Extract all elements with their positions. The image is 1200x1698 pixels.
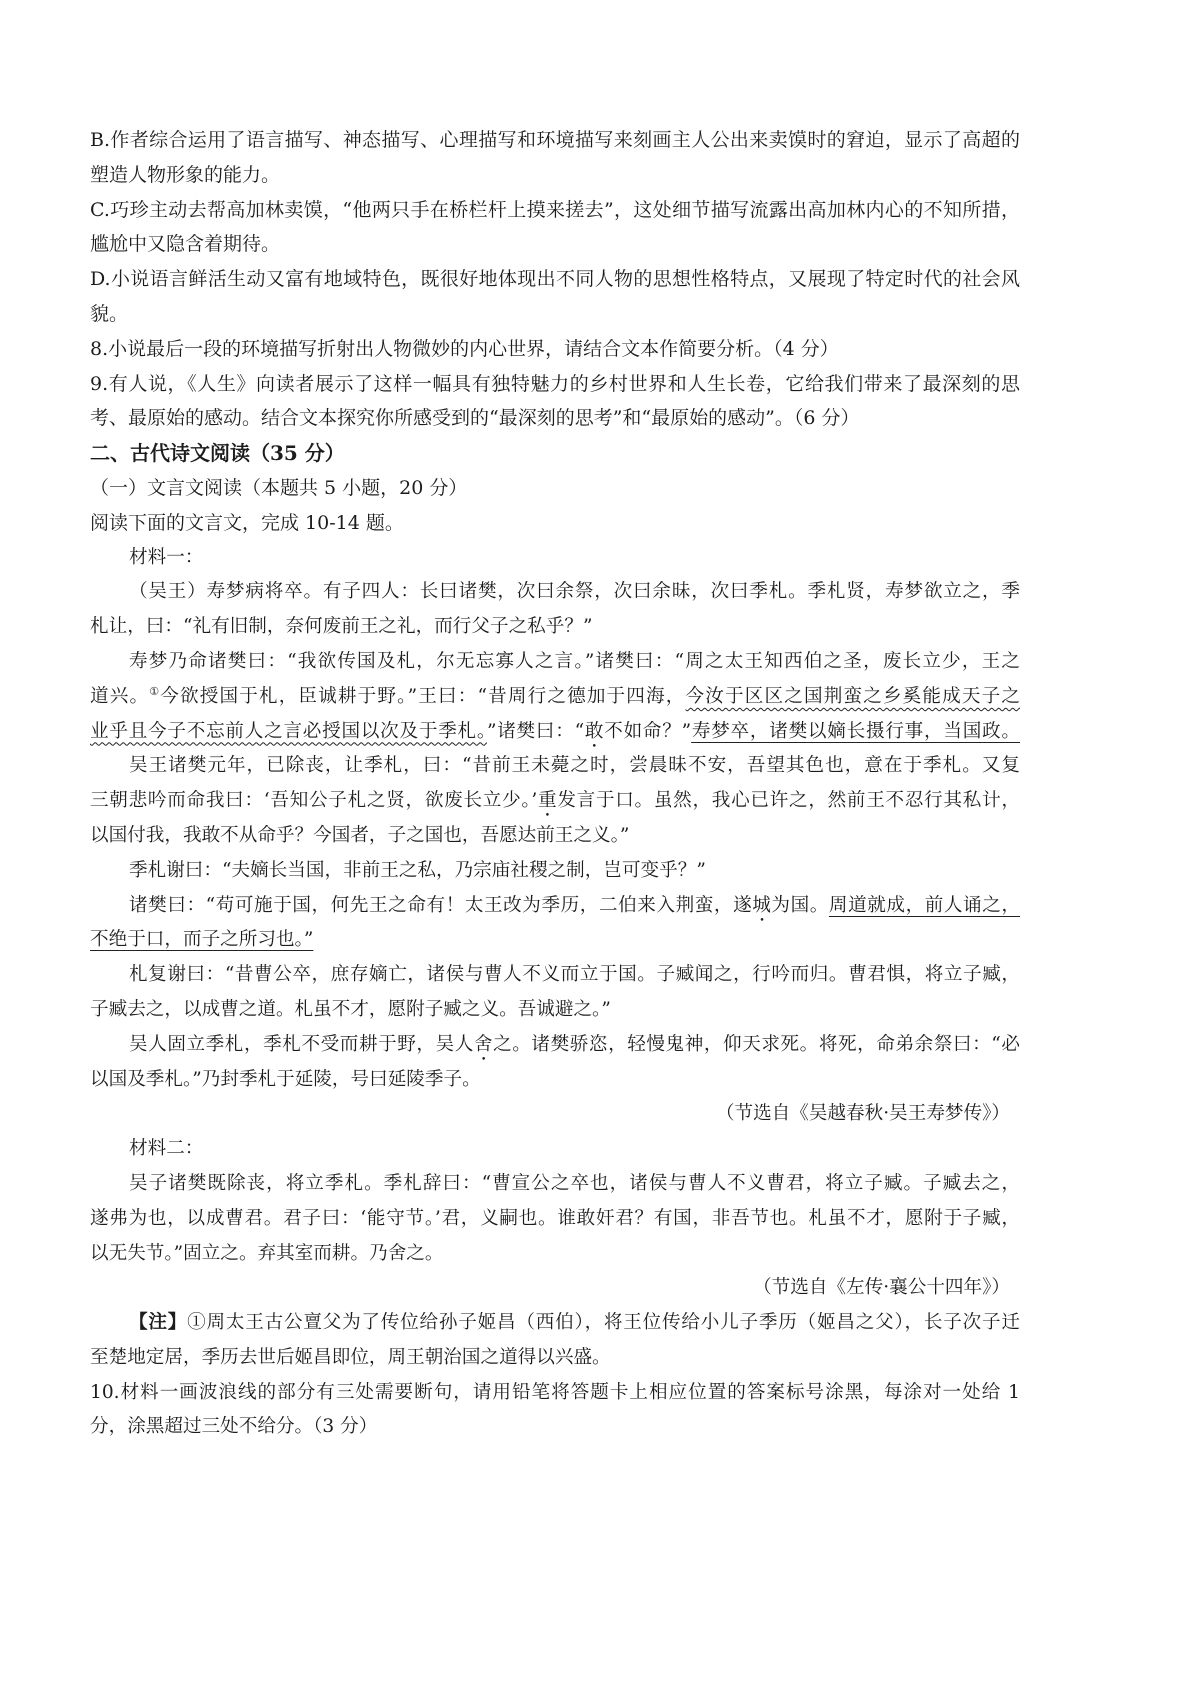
source-citation: （节选自《吴越春秋·吴王寿梦传》） [715, 1103, 1010, 1125]
passage-line [90, 923, 1020, 958]
passage-text: 道兴。 [90, 685, 150, 707]
option-line: 尴尬中又隐含着期待。 [90, 233, 281, 256]
option-line: 塑造人物形象的能力。 [90, 163, 281, 186]
section-instruction: 阅读下面的文言文，完成 10-14 题。 [90, 511, 404, 534]
source-citation: （节选自《左传·襄公十四年》） [753, 1277, 1010, 1299]
material-2-label: 材料二： [129, 1138, 204, 1160]
passage-text: 子臧去之，以成曹之道。札虽不才，愿附子臧之义。吾诚避之。” [90, 998, 611, 1020]
note-text: ①周太王古公亶父为了传位给孙子姬昌（西伯），将王位传给小儿子季历（姬昌之父），长子次子迁 [187, 1312, 1020, 1334]
passage-text: 之。诸樊骄恣，轻慢鬼神，仰天求死。将死，命弟余祭曰：“必 [493, 1033, 1020, 1055]
note-label: 【注】 [129, 1312, 188, 1334]
passage-text: 吴王诸樊元年，已除丧，让季札，曰：“昔前王未薨之时，尝晨昧不安，吾望其色也，意在于季札。又复 [129, 755, 1020, 777]
passage-text: 寿梦乃命诸樊曰：“我欲传国及札，尔无忘寡人之言。”诸樊曰：“周之太王知西伯之圣，废长立少，王之 [129, 650, 1020, 672]
passage-line [90, 610, 1020, 645]
material-1-paragraph [90, 645, 1020, 749]
passage-text: 为国。 [771, 894, 829, 916]
option-line: C.巧珍主动去帮高加林卖馍，“他两只手在桥栏杆上摸来搓去”，这处细节描写流露出高加林内心的不知所措， [90, 198, 1020, 221]
passage-text: 札复谢曰：“昔曹公卒，庶存嫡亡，诸侯与曹人不义而立于国。子臧闻之，行吟而归。曹君惧，将立子臧， [129, 964, 1020, 986]
material-1-paragraph [90, 854, 1020, 889]
passage-text: ”诸樊曰：“ [486, 720, 585, 742]
passage-text: 三朝悲吟而命我曰：‘吾知公子札之贤，欲废长立少。’ [90, 790, 538, 812]
section-heading: 二、古代诗文阅读（35 分） [90, 441, 345, 466]
note-line [90, 1306, 1020, 1341]
option-line: B.作者综合运用了语言描写、神态描写、心理描写和环境描写来刻画主人公出来卖馍时的窘迫，显示了高超的 [90, 129, 1020, 151]
passage-line [90, 715, 1020, 750]
passage-text: 不如命？” [604, 720, 692, 742]
passage-text: 吴人固立季札，季札不受而耕于野，吴人 [129, 1033, 474, 1055]
material-2 [90, 1132, 1020, 1306]
underlined-sentence: 不绝于口，而子之所习也。” [90, 929, 314, 951]
question-8 [90, 332, 1020, 367]
emphasis-dot-character: 敢 [584, 720, 605, 742]
material-1 [90, 541, 1020, 1133]
question-line: 考、最原始的感动。结合文本探究你所感受到的“最深刻的思考”和“最原始的感动”。（6 分） [90, 407, 860, 430]
question-line: 10.材料一画波浪线的部分有三处需要断句，请用铅笔将答题卡上相应位置的答案标号涂黑，每涂对一处给 1 [90, 1381, 1020, 1403]
question-line: 8.小说最后一段的环境描写折射出人物微妙的内心世界，请结合文本作简要分析。（4 分） [90, 337, 839, 360]
passage-text: 以国及季札。”乃封季札于延陵，号曰延陵季子。 [90, 1068, 481, 1090]
question-line: 9.有人说，《人生》向读者展示了这样一幅具有独特魅力的乡村世界和人生长卷，它给我们带来了最深刻的思 [90, 372, 1020, 395]
question-line: 分，涂黑超过三处不给分。（3 分） [90, 1416, 378, 1438]
option-c [90, 193, 1020, 263]
passage-line [90, 958, 1020, 993]
passage-line: 吴子诸樊既除丧，将立季札。季札辞曰：“曹宣公之卒也，诸侯与曹人不义曹君，将立子臧。子臧去之， [129, 1172, 1020, 1194]
passage-text: 发言于口。虽然，我心已许之，然前王不忍行其私计， [557, 790, 1020, 812]
passage-line [90, 645, 1020, 680]
note-line [90, 1341, 1020, 1376]
passage-text: 季札谢曰：“夫嫡长当国，非前王之私，乃宗庙社稷之制，岂可变乎？” [129, 859, 706, 881]
annotation-note [90, 1306, 1020, 1376]
underlined-sentence: 寿梦卒，诸樊以嫡长摄行事，当国政。 [691, 720, 1020, 742]
footnote-marker: ① [149, 684, 161, 698]
passage-line [90, 575, 1020, 610]
material-1-label: 材料一： [129, 546, 204, 568]
passage-line: 遂弗为也，以成曹君。君子曰：‘能守节。’君，义嗣也。谁敢奸君？有国，非吾节也。札虽不才，愿附于子臧， [90, 1207, 1020, 1229]
passage-line [90, 749, 1020, 784]
passage-line [90, 680, 1020, 715]
passage-line [90, 854, 1020, 889]
material-1-paragraph [90, 889, 1020, 959]
option-d [90, 262, 1020, 332]
option-line: D.小说语言鲜活生动又富有地域特色，既很好地体现出不同人物的思想性格特点，又展现了特定时代的社会风 [90, 268, 1020, 291]
material-1-paragraph [90, 575, 1020, 645]
emphasis-dot-character: 舍 [473, 1033, 494, 1055]
material-1-paragraph [90, 958, 1020, 1028]
passage-text: 以国付我，我敢不从命乎？今国者，子之国也，吾愿达前王之义。” [90, 824, 630, 846]
underlined-sentence: 周道就成，前人诵之， [828, 894, 1020, 916]
question-9 [90, 367, 1020, 437]
passage-line [90, 993, 1020, 1028]
passage-line [90, 1028, 1020, 1063]
material-1-paragraph [90, 1028, 1020, 1098]
passage-text: 札让，曰：“礼有旧制，奈何废前王之礼，而行父子之私乎？” [90, 616, 593, 638]
wavy-underlined-text: 业乎且今子不忘前人之言必授国以次及于季札。 [90, 720, 487, 742]
passage-line [90, 889, 1020, 924]
passage-line [90, 1063, 1020, 1098]
option-b [90, 123, 1020, 193]
passage-text: 诸樊曰：“苟可施于国，何先王之命有！太王改为季历，二伯来入荆蛮，遂 [129, 894, 753, 916]
option-line: 貌。 [90, 302, 129, 325]
passage-line [90, 784, 1020, 819]
passage-line [90, 819, 1020, 854]
material-1-paragraph [90, 749, 1020, 853]
emphasis-dot-character: 城 [752, 894, 772, 916]
question-10 [90, 1376, 1020, 1446]
passage-text: 今欲授国于札，臣诚耕于野。”王曰：“昔周行之德加于四海， [160, 685, 686, 707]
wavy-underlined-text: 今汝于区区之国荆蛮之乡奚能成天子之 [685, 685, 1020, 707]
passage-line: 以无失节。”固立之。弃其室而耕。乃舍之。 [90, 1242, 444, 1264]
note-text: 至楚地定居，季历去世后姬昌即位，周王朝治国之道得以兴盛。 [90, 1346, 611, 1368]
emphasis-dot-character: 重 [537, 790, 558, 812]
section-subheading: （一）文言文阅读（本题共 5 小题，20 分） [90, 476, 468, 499]
passage-text: （吴王）寿梦病将卒。有子四人：长曰诸樊，次曰余祭，次曰余昧，次曰季札。季札贤，寿梦欲立之，季 [129, 581, 1020, 603]
page-content [90, 123, 1020, 1445]
